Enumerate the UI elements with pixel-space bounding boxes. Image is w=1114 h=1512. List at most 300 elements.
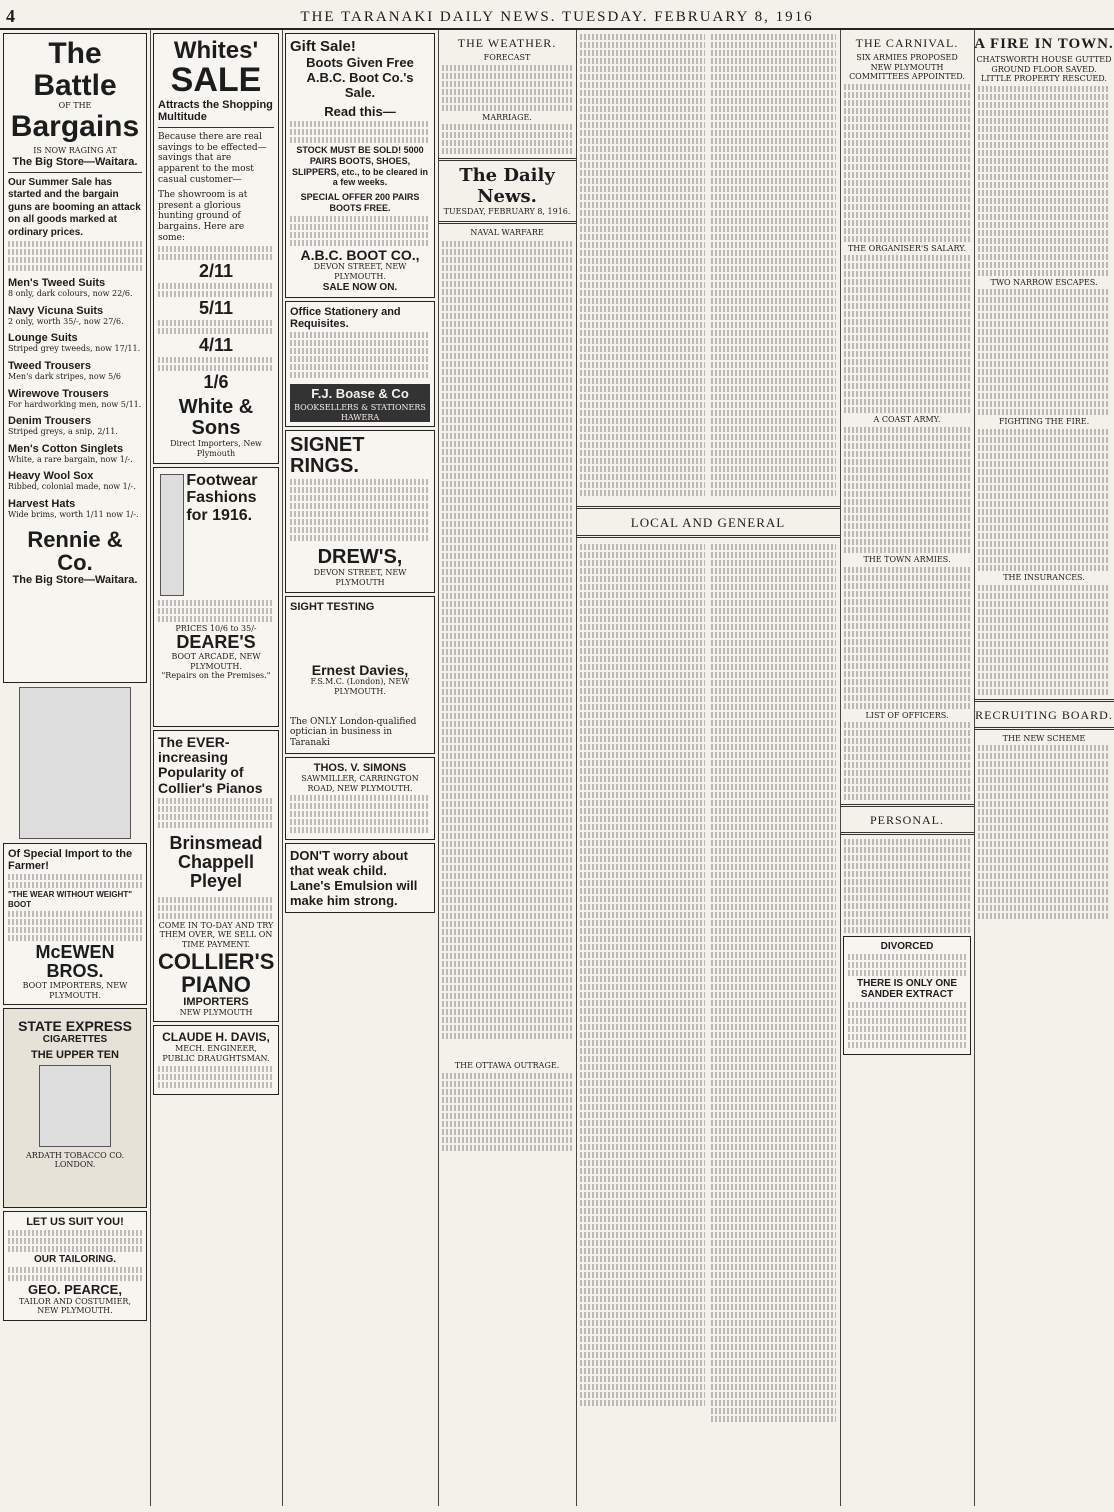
col1-tailoring-text: OUR TAILORING. [33, 1254, 117, 1266]
text-line [711, 210, 836, 216]
text-line [442, 481, 572, 487]
text-line [711, 1032, 836, 1038]
text-line [844, 583, 970, 589]
text-line [8, 911, 142, 917]
text-line [978, 110, 1110, 116]
text-line [711, 736, 836, 742]
text-line [978, 657, 1110, 663]
text-line [580, 1224, 705, 1230]
text-line [580, 450, 705, 456]
text-line [711, 640, 836, 646]
text-line [580, 632, 705, 638]
col1-pearce-text: GEO. PEARCE, [28, 1282, 122, 1298]
text-line [844, 730, 970, 736]
text-line [580, 74, 705, 80]
text-line [711, 106, 836, 112]
text-line [978, 254, 1110, 260]
text-line [442, 1105, 572, 1111]
text-line [580, 1392, 705, 1398]
text-line [844, 499, 970, 505]
text-line [711, 450, 836, 456]
text-line [442, 249, 572, 255]
text-line [442, 729, 572, 735]
text-line [580, 482, 705, 488]
col6-personal-text: PERSONAL. [869, 813, 944, 828]
col3-signet-text: SIGNET RINGS. [290, 434, 365, 478]
price: 2/11 [198, 260, 234, 281]
text-line [442, 681, 572, 687]
text-line [978, 445, 1110, 451]
col1-items-8-desc-text: Wide brims, worth 1/11 now 1/-. [8, 509, 139, 519]
text-line [442, 905, 572, 911]
col1-let-us-text: LET US SUIT YOU! [26, 1216, 124, 1229]
bargain-item [8, 305, 142, 327]
text-line [848, 970, 966, 976]
deares-ad [153, 467, 279, 727]
col3-drew-addr-text: DEVON STREET, NEW PLYMOUTH [313, 568, 407, 588]
text-line [158, 608, 274, 614]
text-line [580, 234, 705, 240]
text-line [844, 663, 970, 669]
text-line [442, 81, 572, 87]
text-line [580, 466, 705, 472]
text-line [580, 1320, 705, 1326]
pearce-ad [3, 1211, 147, 1321]
text-line [711, 1088, 836, 1094]
text-line [580, 1168, 705, 1174]
text-line [844, 92, 970, 98]
text-line [580, 976, 705, 982]
text-line [290, 216, 430, 222]
text-line [580, 760, 705, 766]
text-line [711, 936, 836, 942]
text-line [442, 361, 572, 367]
text-line [711, 992, 836, 998]
text-line [711, 1216, 836, 1222]
text-line [978, 198, 1110, 204]
text-line [442, 65, 572, 71]
text-line [158, 913, 274, 919]
text-line [844, 895, 970, 901]
text-line [978, 102, 1110, 108]
text-line [711, 34, 836, 40]
text-line [442, 569, 572, 575]
text-line [580, 992, 705, 998]
colliers-ad [153, 730, 279, 1023]
text-line [711, 600, 836, 606]
text-line [844, 327, 970, 333]
text-line [978, 897, 1110, 903]
text-line [844, 188, 970, 194]
text-line [844, 639, 970, 645]
text-line [978, 190, 1110, 196]
text-line [978, 469, 1110, 475]
text-line [844, 236, 970, 242]
text-line [844, 359, 970, 365]
text-line [844, 887, 970, 893]
text-line [844, 319, 970, 325]
text-line [442, 929, 572, 935]
col1-farmer-title-text: Of Special Import to the Farmer! [8, 848, 133, 872]
text-line [711, 1016, 836, 1022]
text-line [978, 321, 1110, 327]
col1-items-3-name-text: Tweed Trousers [8, 359, 91, 372]
text-line [711, 728, 836, 734]
text-line [158, 806, 274, 812]
text-line [844, 132, 970, 138]
text-line [442, 985, 572, 991]
text-line [580, 322, 705, 328]
text-line [580, 1136, 705, 1142]
text-line [711, 1344, 836, 1350]
text-line [711, 1328, 836, 1334]
text-line [8, 1230, 142, 1236]
text-line [978, 625, 1110, 631]
text-line [158, 246, 274, 252]
col1-farmer-sub-text: "THE WEAR WITHOUT WEIGHT" BOOT [8, 890, 133, 909]
text-line [442, 313, 572, 319]
col7-little-text: LITTLE PROPERTY RESCUED. [981, 74, 1107, 84]
text-line [711, 584, 836, 590]
text-line [844, 655, 970, 661]
text-line [711, 162, 836, 168]
text-line [442, 257, 572, 263]
text-line [711, 656, 836, 662]
text-line [580, 210, 705, 216]
text-line [158, 897, 274, 903]
text-line [978, 753, 1110, 759]
column-4 [438, 30, 577, 1506]
text-line [8, 241, 142, 247]
text-line [711, 616, 836, 622]
text-line [580, 354, 705, 360]
text-line [442, 1081, 572, 1087]
text-line [580, 146, 705, 152]
text-line [442, 945, 572, 951]
text-line [158, 365, 274, 371]
text-line [580, 298, 705, 304]
text-line [711, 1056, 836, 1062]
text-line [711, 418, 836, 424]
text-line [580, 202, 705, 208]
text-line [158, 798, 274, 804]
text-line [442, 297, 572, 303]
text-line [848, 962, 966, 968]
col3-sight-text: SIGHT TESTING [290, 600, 375, 613]
text-line [158, 1074, 274, 1080]
text-line [580, 672, 705, 678]
text-line [711, 298, 836, 304]
text-line [580, 728, 705, 734]
col1-pearce-sub-text: TAILOR AND COSTUMIER, NEW PLYMOUTH. [18, 1296, 131, 1316]
text-line [8, 249, 142, 255]
col2-np-text: NEW PLYMOUTH [179, 1007, 253, 1017]
text-line [580, 154, 705, 160]
text-line [844, 687, 970, 693]
bargain-list [8, 277, 142, 519]
text-line [442, 1017, 572, 1023]
text-line [580, 50, 705, 56]
text-line [711, 1184, 836, 1190]
col1-items-7-name-text: Heavy Wool Sox [8, 470, 94, 483]
col2-importers-text: IMPORTERS [183, 995, 249, 1008]
text-line [580, 410, 705, 416]
col4-ottawa-text: THE OTTAWA OUTRAGE. [454, 1061, 560, 1071]
text-line [580, 960, 705, 966]
text-line [711, 1280, 836, 1286]
text-line [580, 1360, 705, 1366]
col2-white-sons-text: White & Sons [178, 396, 254, 440]
text-line [711, 194, 836, 200]
bargain-item [8, 277, 142, 299]
text-line [844, 531, 970, 537]
col1-mcewen-sub-text: BOOT IMPORTERS, NEW PLYMOUTH. [22, 980, 128, 1000]
text-line [580, 1216, 705, 1222]
text-line [580, 170, 705, 176]
masthead [0, 6, 1114, 30]
text-line [580, 832, 705, 838]
text-line [844, 515, 970, 521]
text-line [580, 1256, 705, 1262]
text-line [580, 1096, 705, 1102]
text-line [711, 1072, 836, 1078]
text-line [844, 435, 970, 441]
col2-come-in-text: COME IN TO-DAY AND TRY THEM OVER, WE SELL ON TIME PAYMENT. [158, 920, 274, 950]
text-line [580, 266, 705, 272]
text-line [711, 338, 836, 344]
text-line [711, 912, 836, 918]
text-line [711, 354, 836, 360]
text-line [8, 935, 142, 941]
text-line [8, 257, 142, 263]
text-line [580, 736, 705, 742]
text-line [580, 106, 705, 112]
text-line [711, 1104, 836, 1110]
text-line [711, 1352, 836, 1358]
text-line [978, 477, 1110, 483]
text-line [844, 108, 970, 114]
col2-deare-text: DEARE'S [176, 632, 256, 653]
sale-intro: Our Summer Sale has started and the bargain guns are booming an attack on all goods marked at ordinary prices. [8, 176, 141, 238]
text-line [978, 681, 1110, 687]
text-line [442, 617, 572, 623]
text-line [711, 608, 836, 614]
text-line [442, 521, 572, 527]
text-line [442, 665, 572, 671]
text-line [711, 904, 836, 910]
text-line [290, 535, 430, 541]
text-line [711, 1296, 836, 1302]
text-line [844, 295, 970, 301]
text-line [580, 608, 705, 614]
text-line [711, 1048, 836, 1054]
col1-items-5-desc-text: Striped greys, a snip, 2/11. [8, 427, 118, 437]
text-line [442, 1113, 572, 1119]
text-line [844, 156, 970, 162]
text-line [442, 529, 572, 535]
text-line [711, 872, 836, 878]
text-line [978, 166, 1110, 172]
text-line [442, 1121, 572, 1127]
text-line [580, 640, 705, 646]
text-line [580, 552, 705, 558]
text-line [580, 584, 705, 590]
text-line [442, 425, 572, 431]
text-line [290, 232, 430, 238]
text-line [580, 592, 705, 598]
text-line [978, 158, 1110, 164]
col2-ever-text: The EVER-increasing Popularity of Collier's Pianos [158, 733, 263, 796]
col2-showroom-text: The showroom is at present a glorious hunting ground of bargains. Here are some: [158, 189, 248, 244]
text-line [711, 960, 836, 966]
text-line [442, 369, 572, 375]
mcewen-ad [3, 843, 147, 1005]
ernest-davies-ad [285, 596, 435, 754]
text-line [580, 1152, 705, 1158]
text-line [8, 1246, 142, 1252]
text-line [580, 848, 705, 854]
text-line [711, 306, 836, 312]
text-line [580, 616, 705, 622]
col1-items-6-name-text: Men's Cotton Singlets [8, 442, 124, 455]
text-line [978, 873, 1110, 879]
text-line [580, 194, 705, 200]
text-line [442, 721, 572, 727]
text-line [442, 841, 572, 847]
text-line [290, 811, 430, 817]
text-line [978, 809, 1110, 815]
text-line [848, 954, 966, 960]
text-line [711, 314, 836, 320]
text-line [580, 178, 705, 184]
text-line [711, 42, 836, 48]
text-line [711, 290, 836, 296]
local-text-column [711, 542, 836, 1424]
text-line [580, 1240, 705, 1246]
text-line [711, 560, 836, 566]
text-line [978, 593, 1110, 599]
text-line [290, 495, 430, 501]
text-line [580, 888, 705, 894]
text-line [580, 1232, 705, 1238]
col3-gift-text: Gift Sale! [290, 38, 356, 55]
col2-attracts-text: Attracts the Shopping Multitude [158, 98, 273, 123]
text-line [442, 793, 572, 799]
col7-recruiting-text: RECRUITING BOARD. [975, 707, 1113, 722]
text-line [978, 206, 1110, 212]
text-line [844, 279, 970, 285]
text-line [711, 632, 836, 638]
text-line [442, 697, 572, 703]
text-line [711, 98, 836, 104]
text-line [844, 391, 970, 397]
text-line [848, 1010, 966, 1016]
text-line [442, 913, 572, 919]
text-line [442, 777, 572, 783]
text-line [580, 58, 705, 64]
text-line [844, 903, 970, 909]
text-line [711, 808, 836, 814]
text-line [711, 226, 836, 232]
text-line [442, 513, 572, 519]
page-number: 4 [6, 6, 17, 26]
text-line [442, 873, 572, 879]
text-line [580, 314, 705, 320]
text-line [442, 977, 572, 983]
column-3 [282, 30, 439, 1506]
text-line [580, 872, 705, 878]
text-line [978, 289, 1110, 295]
col3-drew-text: DREW'S, [317, 546, 403, 569]
text-line [580, 1400, 705, 1406]
text-line [442, 809, 572, 815]
text-line [580, 560, 705, 566]
text-line [580, 1296, 705, 1302]
text-line [978, 785, 1110, 791]
text-line [978, 429, 1110, 435]
col6-one-text: THERE IS ONLY ONE SANDER EXTRACT [856, 978, 958, 1001]
column-2 [150, 30, 283, 1506]
text-line [844, 399, 970, 405]
text-line [978, 833, 1110, 839]
text-line [442, 105, 572, 111]
text-line [711, 138, 836, 144]
text-line [290, 356, 430, 362]
text-line [711, 680, 836, 686]
text-line [711, 410, 836, 416]
text-line [711, 576, 836, 582]
text-line [711, 1232, 836, 1238]
text-line [290, 519, 430, 525]
text-line [844, 140, 970, 146]
text-line [442, 769, 572, 775]
text-line [844, 343, 970, 349]
text-line [580, 784, 705, 790]
text-line [978, 549, 1110, 555]
col2-whites-text: Whites' [173, 37, 259, 64]
text-line [711, 234, 836, 240]
local-general-heading: LOCAL AND GENERAL [630, 515, 786, 530]
text-line [711, 968, 836, 974]
text-line [290, 819, 430, 825]
text-line [290, 332, 430, 338]
col7-ground-text: GROUND FLOOR SAVED. [991, 64, 1097, 74]
text-line [711, 816, 836, 822]
col1-items-0-desc-text: 8 only, dark colours, now 22/6. [8, 289, 133, 299]
col6-salary-text: THE ORGANISER'S SALARY. [847, 243, 967, 253]
text-line [978, 793, 1110, 799]
text-line [978, 182, 1110, 188]
col1-cig-brand-text: STATE EXPRESS [18, 1018, 132, 1035]
col2-colliers-text: COLLIER'S PIANO [158, 948, 275, 997]
text-line [978, 377, 1110, 383]
of-the-label: OF THE [58, 101, 92, 110]
col3-simons-text: THOS. V. SIMONS [313, 761, 407, 774]
text-line [580, 600, 705, 606]
text-line [442, 345, 572, 351]
text-line [711, 1176, 836, 1182]
text-line [844, 228, 970, 234]
text-line [844, 647, 970, 653]
text-line [844, 770, 970, 776]
text-line [442, 889, 572, 895]
text-line [580, 130, 705, 136]
text-line [848, 1034, 966, 1040]
text-line [580, 1248, 705, 1254]
text-line [711, 218, 836, 224]
text-line [711, 266, 836, 272]
big-store-label: The Big Store—Waitara. [12, 155, 138, 168]
